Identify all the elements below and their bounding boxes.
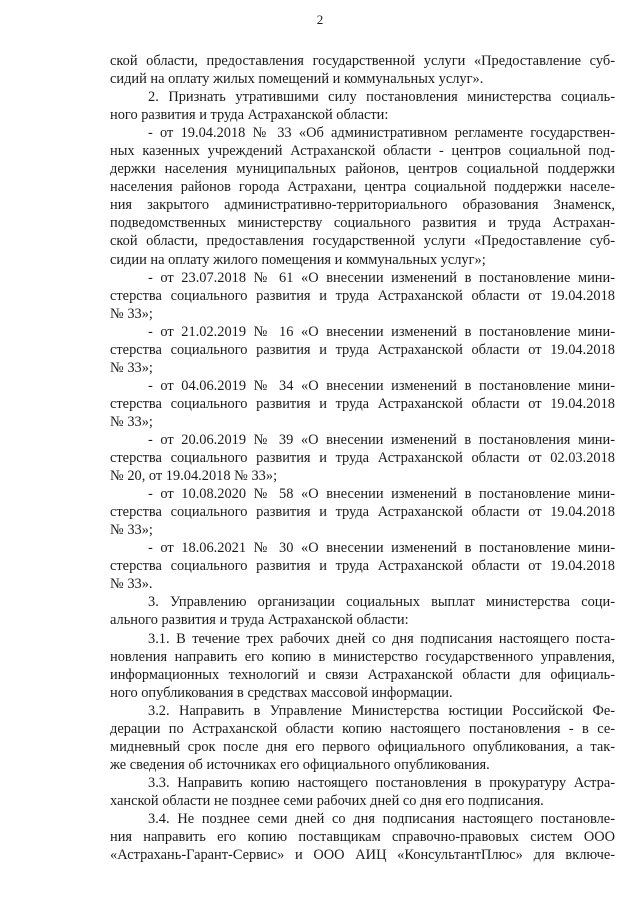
text-line: стерства социального развития и труда Астраханской области от 19.04.2018 [110,395,615,412]
text-line: ния закрытого административно-территориального образования Знаменск, [110,197,615,214]
document-body [110,52,615,864]
text-line: - от 19.04.2018 № 33 «Об административном регламенте государствен- [148,125,615,142]
page-number: 2 [316,12,324,27]
text-line: ного опубликования в средствах массовой информации. [110,684,453,701]
text-line: информационных технологий и связи Астраханской области для официаль- [110,666,615,683]
text-line: № 33»; [110,413,153,430]
text-line: № 33»; [110,305,153,322]
text-line: 3.1. В течение трех рабочих дней со дня подписания настоящего поста- [148,630,615,647]
text-line: ального развития и труда Астраханской области: [110,612,409,629]
text-line: мидневный срок после дня его первого официального опубликования, а так- [110,738,615,755]
text-line: 2. Признать утратившими силу постановления министерства социаль- [148,89,615,106]
text-line: новления направить его копию в министерство государственного управления, [110,648,615,665]
text-line: стерства социального развития и труда Астраханской области от 19.04.2018 [110,558,615,575]
text-line: стерства социального развития и труда Астраханской области от 19.04.2018 [110,341,615,358]
text-line: - от 04.06.2019 № 34 «О внесении изменений в постановление мини- [148,377,615,394]
text-line: «Астрахань-Гарант-Сервис» и ООО АИЦ «КонсультантПлюс» для включе- [110,847,615,864]
text-line: 3.4. Не позднее семи дней со дня подписания настоящего постановле- [148,810,615,827]
text-line: же сведения об источниках его официального опубликования. [110,756,490,773]
text-line: сидии на оплату жилого помещения и коммунальных услуг»; [110,251,486,268]
text-line: стерства социального развития и труда Астраханской области от 19.04.2018 [110,504,615,521]
text-line: ния направить его копию поставщикам справочно-правовых систем ООО [110,829,615,846]
text-line: стерства социального развития и труда Астраханской области от 19.04.2018 [110,287,615,304]
text-line: ской области, предоставления государственной услуги «Предоставление суб- [110,53,615,69]
text-line: дерации по Астраханской области копию настоящего постановления - в се- [110,720,615,737]
text-line: населения районов города Астрахани, центра социальной поддержки населе- [110,179,615,196]
text-line: 3.3. Направить копию настоящего постановления в прокуратуру Астра- [148,774,615,791]
text-line: № 20, от 19.04.2018 № 33»; [110,468,278,485]
text-line: стерства социального развития и труда Астраханской области от 02.03.2018 [110,450,615,467]
text-line: ных казенных учреждений Астраханской области - центров социальной под- [110,143,615,160]
text-line: сидий на оплату жилых помещений и коммунальных услуг». [110,71,484,88]
text-line: - от 18.06.2021 № 30 «О внесении изменений в постановление мини- [148,540,615,557]
text-line: 3. Управлению организации социальных выплат министерства соци- [148,594,615,611]
text-line: держки населения муниципальных районов, центров социальной поддержки [110,161,615,178]
text-line: - от 21.02.2019 № 16 «О внесении изменений в постановление мини- [148,323,615,340]
text-line: ного развития и труда Астраханской области: [110,107,389,124]
text-line: - от 10.08.2020 № 58 «О внесении изменений в постановление мини- [148,486,615,503]
text-line: № 33»; [110,359,153,376]
text-line: ской области, предоставления государственной услуги «Предоставление суб- [110,233,615,250]
text-line: 3.2. Направить в Управление Министерства юстиции Российской Фе- [148,702,615,719]
text-line: № 33»; [110,522,153,539]
text-line: - от 23.07.2018 № 61 «О внесении изменений в постановление мини- [148,269,615,286]
text-line: - от 20.06.2019 № 39 «О внесении изменений в постановления мини- [148,431,615,448]
text-line: № 33». [110,576,153,593]
text-line: подведомственных министерству социального развития и труда Астрахан- [110,215,615,232]
text-line: ханской области не позднее семи рабочих дней со дня его подписания. [110,792,544,809]
